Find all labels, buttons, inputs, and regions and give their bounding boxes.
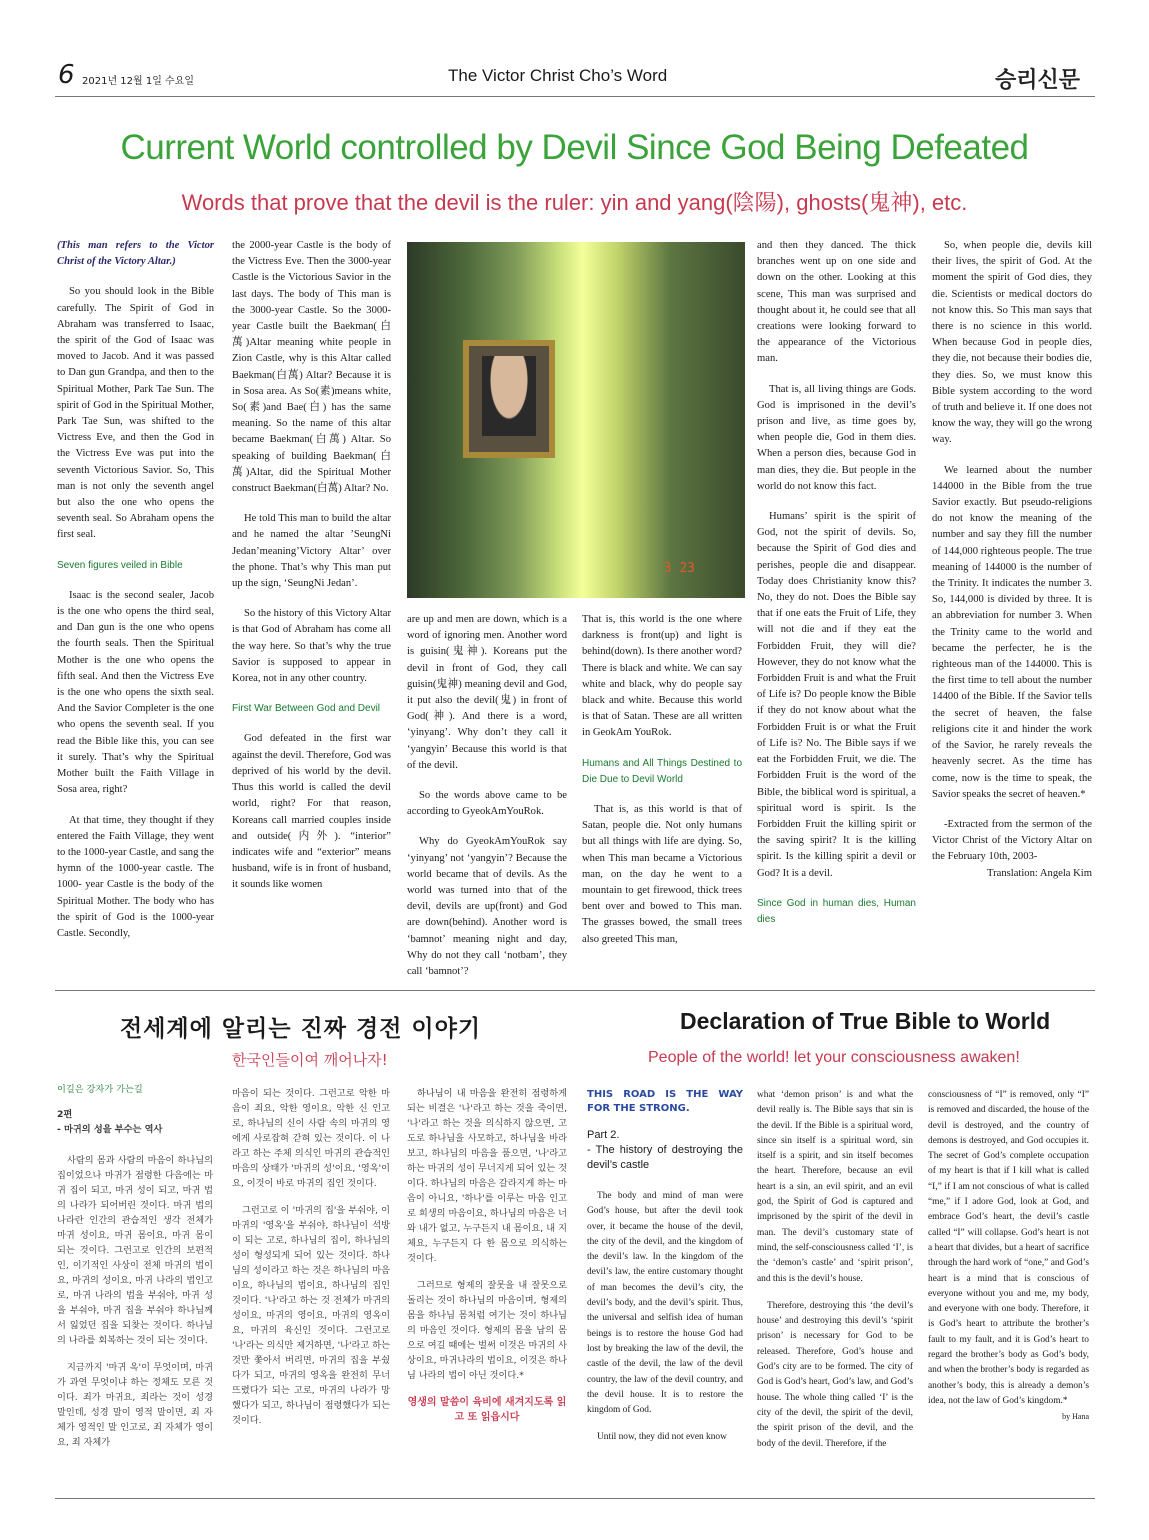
paragraph: Therefore, destroying this ‘the devil’s house’ and destroying this devil’s ‘spirit prison’ is necessary for God to be released. Therefore, God’s house and God’s city are to be formed. The city of God is God’s heart, God’s law, and God’s house. The whole thing called ‘I’ is the city of the devil, the spirit of the devil, the spirit prison of the devil, and the body of the devil. Therefore, if the bbox=[757, 1300, 913, 1449]
article-column-1 bbox=[57, 238, 214, 956]
paragraph: God defeated in the first war against the devil. Therefore, God was deprived of his world by the devil. Thus this world is called the devil world, right? For that reason, Koreans call married couples inside and outside(内外). “interior” indicates wife and “exterior” means husband, wife is in front of husband, it sounds like women bbox=[232, 733, 391, 891]
subheading: Humans and All Things Destined to Die Due to Devil World bbox=[582, 757, 742, 785]
paragraph: consciousness of “I” is removed, only “I” is removed and discarded, the house of the devil is destroyed, and the country of demons is destroyed, and God occupies it. The secret of God’s complete occupation of my heart is that if I kill what is called “I,” if I am not conscious of what is called “me,” if I adore God, look at God, and embrace God’s heart, the devil’s castle called “I” will collapse. God’s heart is not a heart that divides, but a heart of sacrifice through the hard work of “one,” and God’s heart is a mind that is conscious of everyone without you and me, my body, and everyone with one body. Therefore, it is God’s heart to attribute the brother’s fault to my fault, and it is God’s heart to regard the brother’s body as God’s body, and when the brother’s body is regarded as another’s body, this is already a demon’s idea, not the law of God’s kingdom.* bbox=[928, 1090, 1089, 1406]
section-divider bbox=[55, 990, 1095, 991]
subheading: Since God in human dies, Human dies bbox=[757, 897, 916, 925]
paragraph: the 2000-year Castle is the body of the Victress Eve. Then the 3000-year Castle is the Victorious Savior in the last days. The body of This man is the 3000-year Castle. So the 3000-year Castle built the Baekman(白萬)Altar meaning white people in Zion Castle, why is this Altar called Baekman(白萬) Altar? Because it is in Sosa area. As So(素)means white, So(素)and Bae(白) has the same meaning. So the name of this altar became Baekman(白萬) Altar. So speaking of building Baekman(白萬)Altar, did the Spiritual Mother construct Baekman(白萬) Altar? No. bbox=[232, 240, 391, 495]
paragraph: That is, this world is the one where darkness is front(up) and light is behind(down). Is there another word? There is black and white. We can say white and black, why do people say black and white. Because this world is that of Satan. These are all written in GeokAm YouRok. bbox=[582, 614, 742, 739]
header-rule bbox=[55, 96, 1095, 97]
korean-part: 2편 bbox=[57, 1109, 73, 1120]
article-photo bbox=[407, 242, 745, 598]
paragraph: and then they danced. The thick branches went up on one side and down on the other. Looking at this scene, This man was surprised and thought about it, he could see that all creations were looking forward to the appearance of the Victorious man. bbox=[757, 240, 916, 365]
english-series-title: THIS ROAD IS THE WAY FOR THE STRONG. bbox=[587, 1089, 743, 1114]
paragraph: That is, as this world is that of Satan, people die. Not only humans but all things with life are dying. So, when This man became a Victorious man, on the day he went to a mountain to get firewood, thick trees bent over and bowed to This man. The grasses bowed, the small trees also greeted This man, bbox=[582, 804, 742, 945]
paragraph: 하나님이 내 마음을 완전히 점령하게 되는 비결은 '나'라고 하는 것을 죽이면, '나'라고 하는 것을 의식하지 않으면, 고도로 하나님을 사모하고, 하나님을 바라보고, 하나님의 마음을 품으면, '나'라고 하는 마귀의 성이 무너지게 되어 있는 것이다. 하나님의 마음은 갈라지게 하는 마음이 아니요, '하나'를 이루는 마음 인고로 희생의 마음이요, 하나님의 마음은 너와 내가 없고, 누구든지 내 몸이요, 내 지체요, 누구든지 다 한 몸으로 의식하는 것이다. bbox=[407, 1088, 567, 1264]
subheadline: Words that prove that the devil is the ruler: yin and yang(陰陽), ghosts(鬼神), etc. bbox=[181, 190, 968, 215]
headline: Current World controlled by Devil Since God Being Defeated bbox=[120, 128, 1029, 167]
author-credit: by Hana bbox=[1062, 1412, 1089, 1422]
page-number: 6 bbox=[58, 60, 75, 90]
article-column-5 bbox=[757, 238, 916, 942]
footer-rule bbox=[55, 1498, 1095, 1499]
paragraph: what ‘demon prison’ is and what the devil really is. The Bible says that sin is the devil. If the Bible is a spiritual word, since sin itself is a spiritual word, sin itself is a spirit, and sin itself becomes the heart. Therefore, because an evil heart is a sin, an evil spirit, and an evil god, the Spirit of God is captured and imprisoned by the spirit of the devil in man. The devil’s customary state of mind, the self-consciousness called ‘I’, is the ‘demon’s castle’ and ‘spirit prison’, and this is the devil’s house. bbox=[757, 1090, 913, 1284]
paragraph: 그런고로 이 '마귀의 집'을 부숴야, 이 마귀의 '영옥'을 부숴야, 하나님이 석방이 되는 고로, 하나님의 집이, 하나님의 성이 형성되게 되어 있는 것이다. 하나님의 성이라고 하는 것은 하나님의 마음이요, 하나님의 법이요, 하나님의 집인 것이다. '나'라고 하는 것 전체가 마귀의 성이요, 마귀의 영이요, 마귀의 영옥이요, 마귀의 육신인 것이다. 그런고로 '나'라는 의식만 제거하면, '나'라고 하는 것만 쫓아서 버리면, 마귀의 집을 부쉈다가 되고, 마귀의 영옥을 완전히 무너뜨렸다가 되는 고로, 마귀의 나라가 망했다가 되고, 하나님이 점령했다가 되는 것이다. bbox=[232, 1205, 390, 1426]
english-column-3 bbox=[928, 1088, 1089, 1437]
korean-part-title: - 마귀의 성을 부수는 역사 bbox=[57, 1124, 163, 1135]
paragraph: Humans’ spirit is the spirit of God, not the spirit of devils. So, because the Spirit of God dies and perishes, people die and disappear. Today does Christianity know this? No, they do not. Does the Bible say that if one eats the Fruit of Life, they will not die and if they eat the Forbidden Fruit, they will die? However, they do not know what the Forbidden Fruit is and what the Fruit of Life is? Do people know the Bible if they do not know about what the Forbidden Fruit is or what the Fruit of Life is? No. The Bible says if we eat the Forbidden Fruit, we die. The Forbidden Fruit is the word of the Bible, the biblical word is spiritual, a spiritual word is spirit. Is the Forbidden Fruit the killing spirit or the saving spirit? It is the killing spirit. Is the killing spirit a devil or God? It is a devil. bbox=[757, 511, 916, 879]
paragraph: 지금까지 '마귀 옥'이 무엇이며, 마귀가 과연 무엇이냐 하는 정체도 모른 것이다. 죄가 마귀요, 죄라는 것이 성경 말인데, 성경 말이 영적 말이면, 죄 자체가 영적인 말 인고로, 죄 자체가 영이요, 죄 자체가 bbox=[57, 1362, 213, 1448]
article-column-3 bbox=[407, 612, 567, 994]
english-subheadline: People of the world! let your consciousness awaken! bbox=[648, 1049, 1020, 1066]
english-part: Part 2. bbox=[587, 1129, 620, 1141]
korean-column-3 bbox=[407, 1086, 567, 1437]
paragraph: That is, all living things are Gods. God is imprisoned in the devil’s prison and live, as time goes by, when people die, God in them dies. When a person dies, because God in man dies, they die. But people in the world do not know this fact. bbox=[757, 383, 916, 492]
closing-slogan: 영생의 말씀이 육비에 새겨지도록 읽고 또 읽읍시다 bbox=[407, 1397, 567, 1423]
paragraph: 사람의 몸과 사람의 마음이 하나님의 집이었으나 마귀가 점령한 다음에는 마귀 집이 되고, 마귀 성이 되고, 마귀 법의 나라가 되어버린 것이다. 마귀 법의 나라란 인간의 관습적인 생각 전체가 마귀 성이요, 마귀 몸이요, 마귀 몸이 되는 것이다. 그런고로 인간의 보편적인, 이기적인 사상이 전체 마귀의 법이요, 마귀의 성이요, 마귀 나라의 법인고로, 마귀 나라의 법을 부숴야, 마귀 성을 부숴야, 마귀 집을 부숴야 하나님께서 잃었던 집을 되찾는 것이다. 하나님의 나라를 회복하는 것이 되는 것이다. bbox=[57, 1155, 213, 1346]
paragraph: At that time, they thought if they entered the Faith Village, they went to the 1000-year Castle, and sang the hymn of the 1000-year castle. The 1000- year Castle is the body of the Spiritual Mother. The body who has the spirit of God is the 1000-year Castle. Secondly, bbox=[57, 814, 214, 939]
paragraph: So the history of this Victory Altar is that God of Abraham has come all the way here. So that’s why the true Savior is supposed to appear in Korea, not in any other country. bbox=[232, 608, 391, 685]
korean-subheadline: 한국인들이여 깨어나자! bbox=[232, 1051, 388, 1069]
subheading: Seven figures veiled in Bible bbox=[57, 559, 183, 571]
paragraph: 마음이 되는 것이다. 그런고로 악한 마음이 죄요, 악한 영이요, 악한 신 인고로, 하나님의 신이 사람 속의 마귀의 영에게 사로잡혀 갇혀 있는 것이다. 이 나라고 하는 주체 의식인 마귀의 관습적인 마음의 상태가 '마귀의 성'이요, '영옥'이요, 이것이 바로 마귀의 집인 것이다. bbox=[232, 1088, 390, 1189]
paragraph: Isaac is the second sealer, Jacob is the one who opens the third seal, and Dan gun is the one who opens the fourth seals. Then the Spiritual Mother is the one who opens the fifth seal. And then the Victress Eve is the one who opens the sixth seal. And the Savior Completer is the one who opens the seventh seal. If you read the Bible like this, you can see it surely. That’s why the Spiritual Mother built the Faith Village in Sosa area, right? bbox=[57, 589, 214, 796]
korean-headline: 전세계에 알리는 진짜 경전 이야기 bbox=[120, 1016, 482, 1042]
photo-date-stamp: 3 23 bbox=[663, 561, 695, 576]
paragraph: So the words above came to be according to GyeokAmYouRok. bbox=[407, 790, 567, 818]
paragraph: Until now, they did not even know bbox=[597, 1432, 727, 1443]
paragraph: So you should look in the Bible carefully. The Spirit of God in Abraham was transferred to Isaac, the spirit of the God of Isaac was moved to Jacob. And it was passed to Dan gun Grandpa, and then to the Spiritual Mother, Park Tae Sun. The spirit of God in the Spiritual Mother, Park Tae Sun, was shifted to the Victress Eve, and then the God in the Victress Eve was put into the seventh Victorious Savior. So, This man is not only the seventh angel but also the one who opens the seventh seal. So Abraham opens the first seal. bbox=[57, 286, 214, 541]
english-part-title: - The history of destroying the devil’s castle bbox=[587, 1144, 743, 1171]
sermon-source: -Extracted from the sermon of the Victor Christ of the Victory Altar on the February 10th, 2003- bbox=[932, 818, 1092, 863]
paragraph: Why do GyeokAmYouRok say ‘yinyang’ not ‘yangyin’? Because the world became that of devils. As the world was turned into that of the devil, devils are up(front) and God are down(behind). Another word is ‘bamnot’ meaning night and day, Why do not they call ‘notbam’, they call ‘bamnot’? bbox=[407, 836, 567, 978]
paragraph: He told This man to build the altar and he named the altar ’SeungNi Jedan’meaning’Victory Altar’ over the phone. That’s why This man put up the sign, ‘SeungNi Jedan’. bbox=[232, 513, 391, 590]
portrait bbox=[482, 356, 536, 436]
paragraph: The body and mind of man were God’s house, but after the devil took over, it became the house of the devil, the city of the devil, and the kingdom of the devil’s law. In the kingdom of the devil’s law, the entire customary thought of man becomes the devil’s city, the devil’s body, and the devil’s spirit. Thus, the universal and selfish idea of human beings is to restore the house God had lost by breaking the law of the devil, the castle of the devil, the law of the devil country, the law of the devil country, and the devil house. It is to restore the kingdom of God. bbox=[587, 1191, 743, 1416]
paragraph: are up and men are down, which is a word of ignoring men. Another word is guisin(鬼神). Koreans put the devil in front of God, they call guisin(鬼神) meaning devil and God, it put also the devil(鬼) in front of God(神). And there is a word, ‘yinyang’. Why don’t they call it ‘yangyin’ Because this world is that of the devil. bbox=[407, 614, 567, 771]
korean-column-2 bbox=[232, 1086, 390, 1440]
english-column-1 bbox=[587, 1088, 743, 1458]
paragraph: We learned about the number 144000 in the Bible from the true Savior exactly. But pseudo-religions do not know the meaning of the number and say they fill the number of 144,000 righteous people. The true meaning of 144000 is the number of the Trinity. It indicates the number 3. So, 144,000 is divided by three. It is an abbreviation for number 3. When the Trinity came to the world and became the perfecter, he is the righteous man of the 144000. This is the first time to tell about the number 14400 of the Bible. If the Savior tells the secret of heaven, the false religions cite it and hinder the work of the Savior, he rarely reveals the heavenly secret. As the time has come, now is the time to speak, the Savior speaks the secret of heaven.* bbox=[932, 464, 1092, 800]
section-title: The Victor Christ Cho’s Word bbox=[448, 66, 668, 85]
article-column-2 bbox=[232, 238, 391, 908]
portrait-frame bbox=[463, 340, 555, 458]
korean-series-title: 이길은 강자가 가는길 bbox=[57, 1084, 143, 1095]
paragraph: 그러므로 형제의 잘못을 내 잘못으로 돌리는 것이 하나님의 마음이며, 형제의 몸을 하나님 몸처럼 여기는 것이 하나님의 마음인 것이다. 형제의 몸을 남의 몸으로 여길 때에는 벌써 이것은 마귀의 사상이요, 마귀나라의 법이요, 이것은 하나님 나라의 법이 아닌 것이다.* bbox=[407, 1280, 567, 1381]
article-column-6 bbox=[932, 238, 1092, 896]
issue-date: 2021년 12월 1일 수요일 bbox=[82, 76, 195, 87]
translator-credit: Translation: Angela Kim bbox=[987, 867, 1092, 879]
article-column-4 bbox=[582, 612, 742, 962]
editor-note: (This man refers to the Victor Christ of the Victory Altar.) bbox=[57, 240, 214, 268]
newspaper-name: 승리신문 bbox=[995, 68, 1081, 93]
english-headline: Declaration of True Bible to World bbox=[680, 1008, 1051, 1034]
subheading: First War Between God and Devil bbox=[232, 703, 381, 715]
korean-column-1 bbox=[57, 1082, 213, 1462]
english-column-2 bbox=[757, 1088, 913, 1464]
paragraph: So, when people die, devils kill their lives, the spirit of God. At the moment the spirit of God dies, they die. Scientists or medical doctors do not know this. So This man says that there is no science in this world. When because God in people dies, they die, not because their bodies die, they dies. So, we must know this Bible system according to the word of truth and believe it. If one does not know the way, they will go the wrong way. bbox=[932, 240, 1092, 446]
